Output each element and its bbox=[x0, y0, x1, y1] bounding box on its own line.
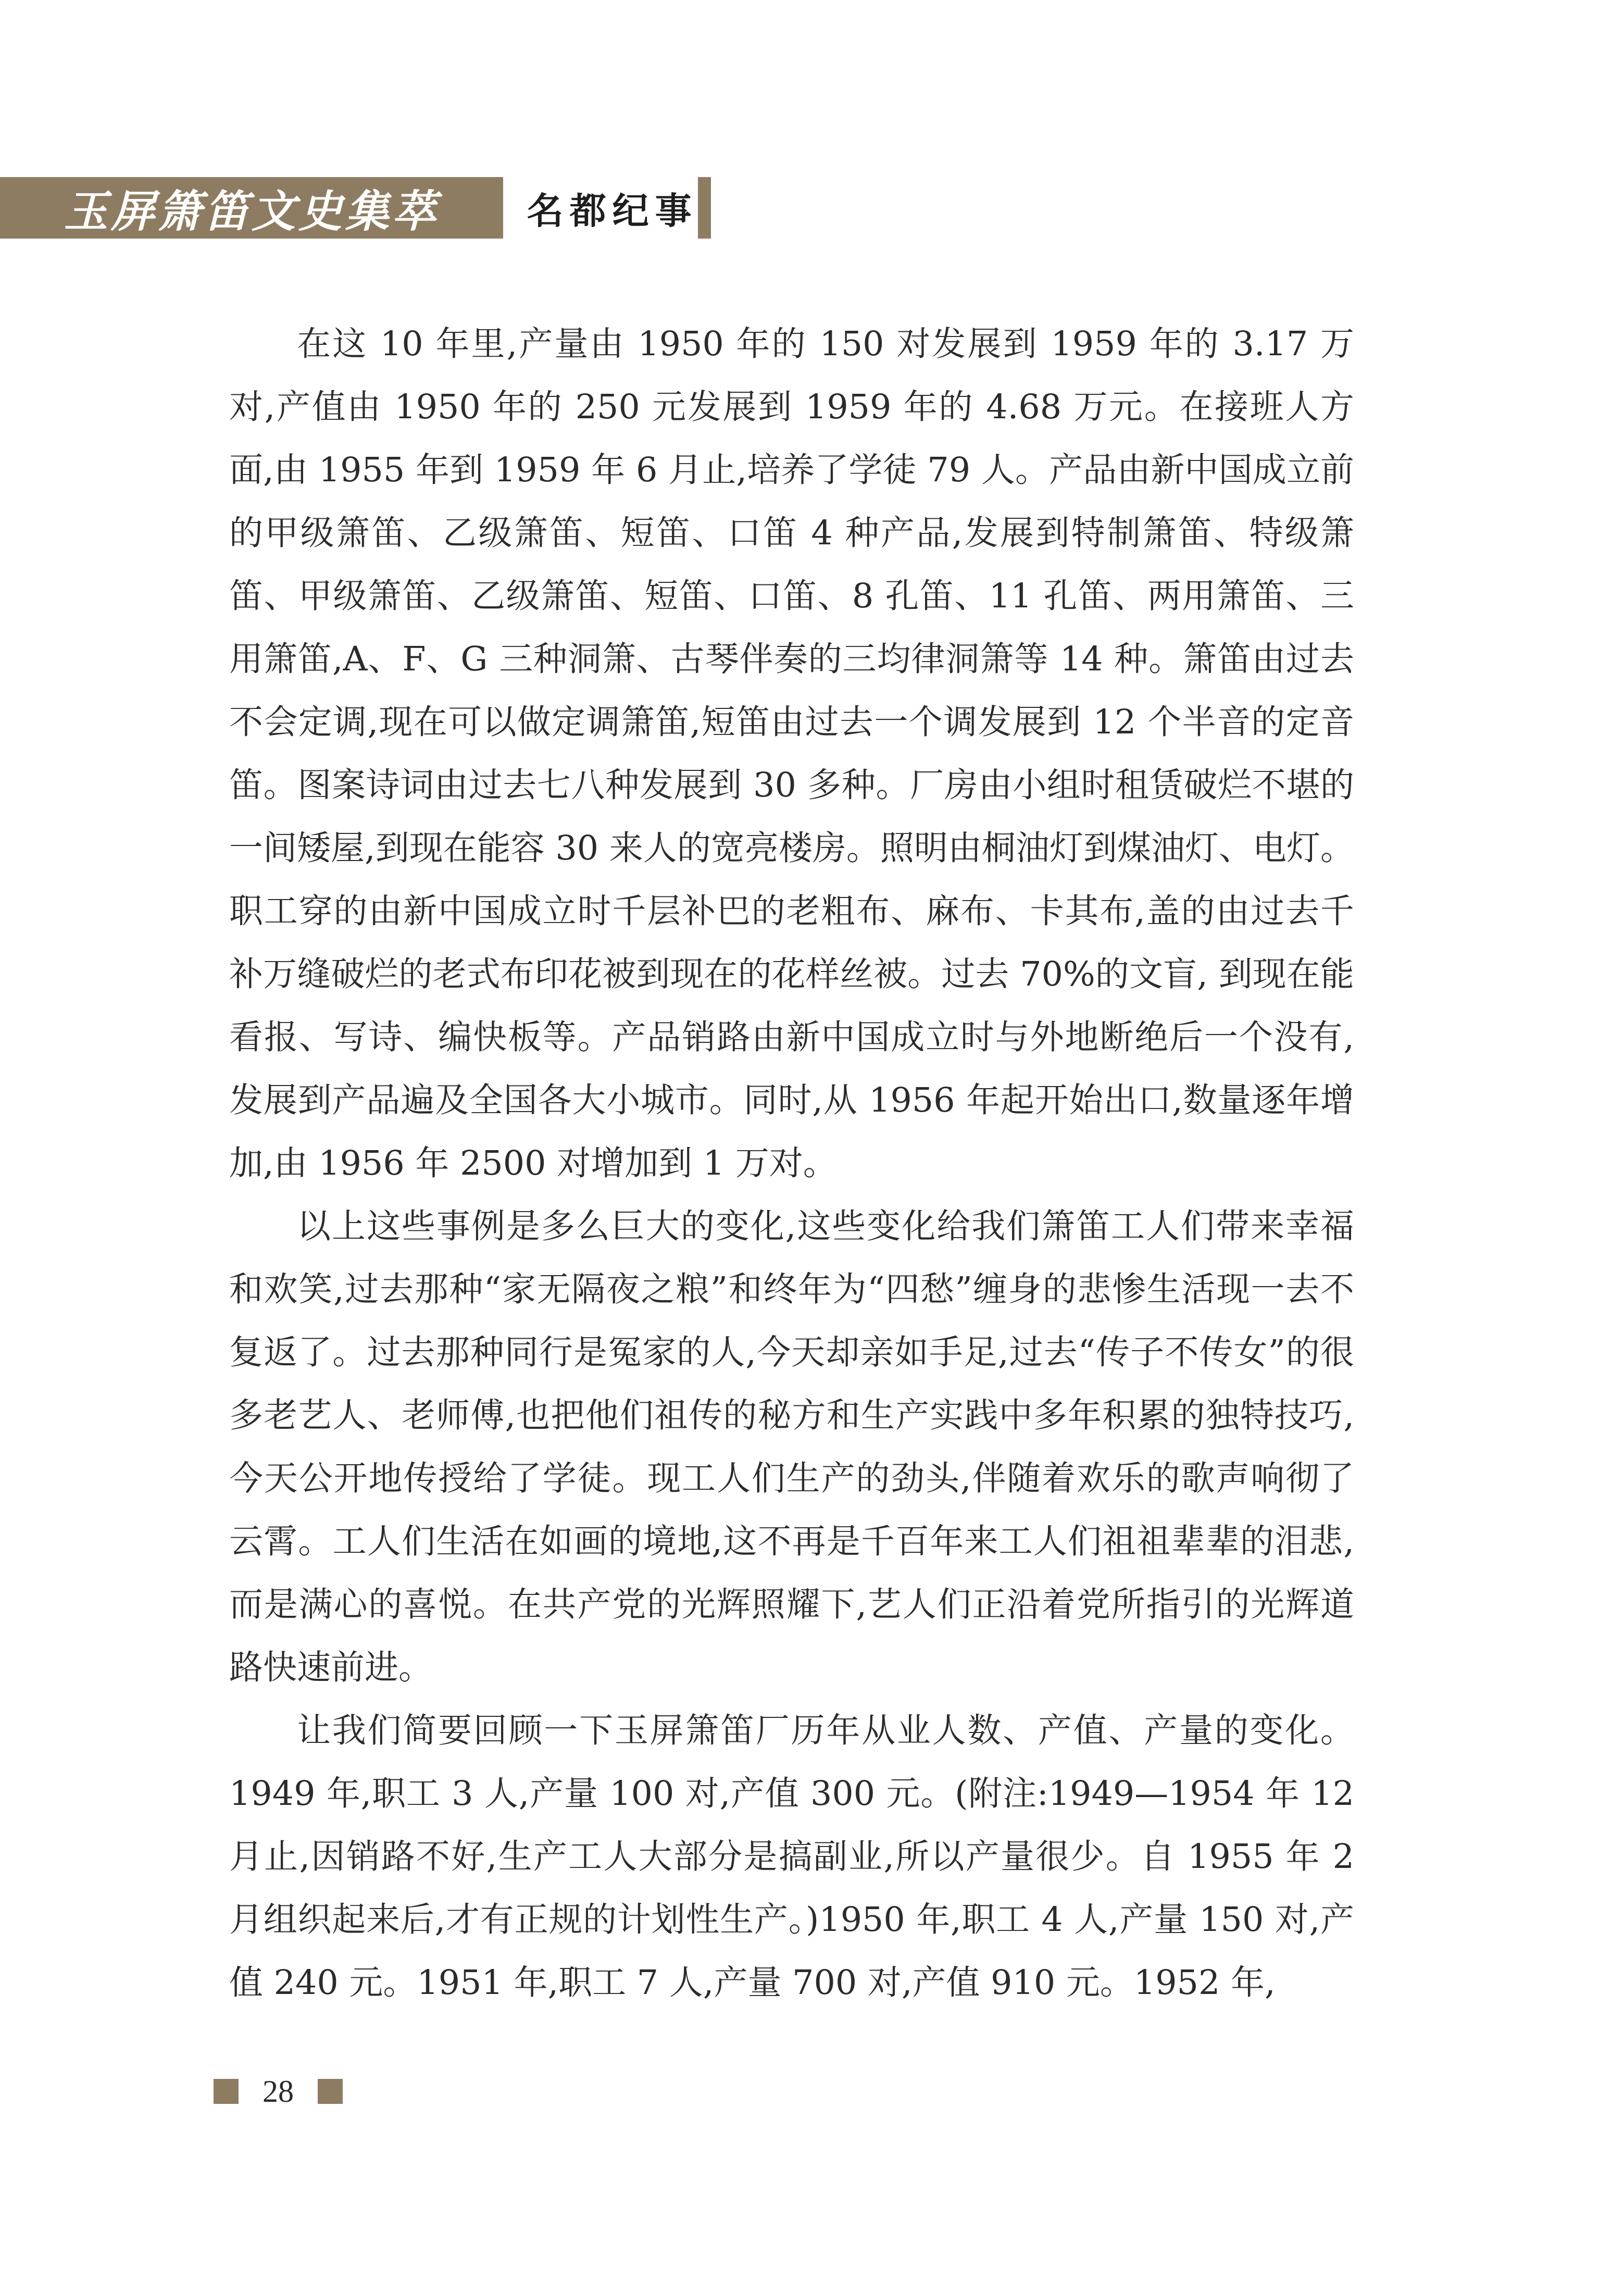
page-footer bbox=[214, 2076, 343, 2107]
running-header bbox=[0, 177, 711, 239]
paragraph-3: 让我们简要回顾一下玉屏箫笛厂历年从业人数、产值、产量的变化。1949 年,职工 3 人,产量 100 对,产值 300 元。(附注:1949—1954 年 12 月止,因销路不好,生产工人大部分是搞副业,所以产量很少。自 1955 年 2 月组织起来后,才有正规的计划性生产。)1950 年,职工 4 人,产量 150 对,产值 240 元。1951 年,职工 7 人,产量 700 对,产值 910 元。1952 年, bbox=[229, 1711, 1354, 2002]
header-end-bar bbox=[698, 177, 711, 239]
page-number: 28 bbox=[263, 2074, 294, 2109]
paragraph-1: 在这 10 年里,产量由 1950 年的 150 对发展到 1959 年的 3.17 万对,产值由 1950 年的 250 元发展到 1959 年的 4.68 万元。在接班人方面,由 1955 年到 1959 年 6 月止,培养了学徒 79 人。产品由新中国成立前的甲级箫笛、乙级箫笛、短笛、口笛 4 种产品,发展到特制箫笛、特级箫笛、甲级箫笛、乙级箫笛、短笛、口笛、8 孔笛、11 孔笛、两用箫笛、三用箫笛,A、F、G 三种洞箫、古琴伴奏的三均律洞箫等 14 种。箫笛由过去不会定调,现在可以做定调箫笛,短笛由过去一个调发展到 12 个半音的定音笛。图案诗词由过去七八种发展到 30 多种。厂房由小组时租赁破烂不堪的一间矮屋,到现在能容 30 来人的宽亮楼房。照明由桐油灯到煤油灯、电灯。职工穿的由新中国成立时千层补巴的老粗布、麻布、卡其布,盖的由过去千补万缝破烂的老式布印花被到现在的花样丝被。过去 70%的文盲, 到现在能看报、写诗、编快板等。产品销路由新中国成立时与外地断绝后一个没有,发展到产品遍及全国各大小城市。同时,从 1956 年起开始出口,数量逐年增加,由 1956 年 2500 对增加到 1 万对。 bbox=[229, 325, 1354, 1183]
footer-square-right bbox=[318, 2079, 343, 2104]
section-title: 名都纪事 bbox=[527, 189, 698, 232]
footer-square-left bbox=[214, 2079, 239, 2104]
series-title: 玉屏箫笛文史集萃 bbox=[64, 185, 439, 237]
series-title-band bbox=[0, 177, 503, 239]
paragraph-2: 以上这些事例是多么巨大的变化,这些变化给我们箫笛工人们带来幸福和欢笑,过去那种“家无隔夜之粮”和终年为“四愁”缠身的悲惨生活现一去不复返了。过去那种同行是冤家的人,今天却亲如手足,过去“传子不传女”的很多老艺人、老师傅,也把他们祖传的秘方和生产实践中多年积累的独特技巧,今天公开地传授给了学徒。现工人们生产的劲头,伴随着欢乐的歌声响彻了云霄。工人们生活在如画的境地,这不再是千百年来工人们祖祖辈辈的泪悲,而是满心的喜悦。在共产党的光辉照耀下,艺人们正沿着党所指引的光辉道路快速前进。 bbox=[229, 1207, 1354, 1687]
section-title-area bbox=[503, 177, 698, 239]
body-text bbox=[229, 313, 1354, 2014]
